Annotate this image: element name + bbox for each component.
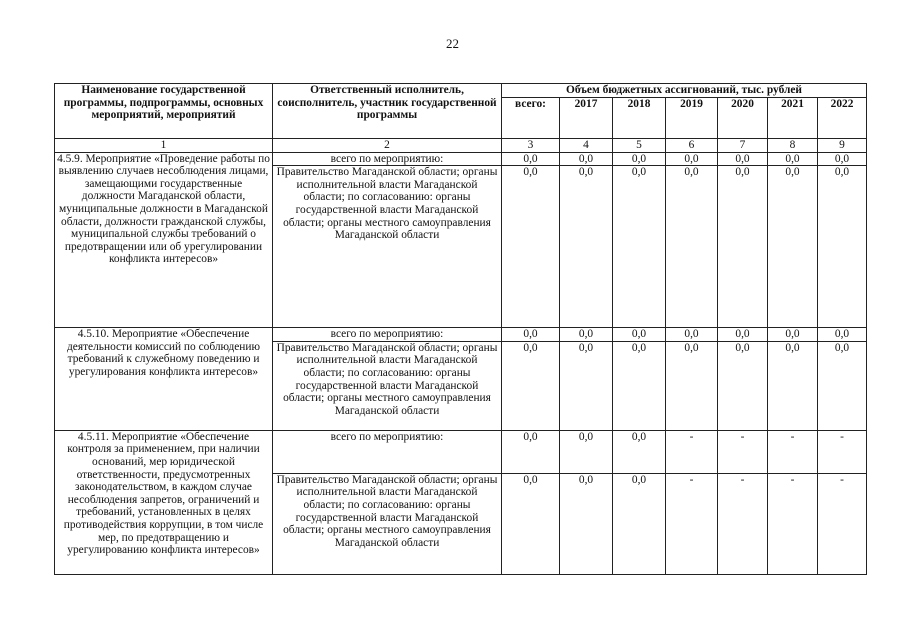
- value-cell: 0,0: [613, 341, 666, 430]
- header-year: 2020: [718, 97, 768, 138]
- executor-cell: Правительство Магаданской области; органы исполнительной власти Магаданской области; по согласованию: органы государственной власти Магаданской области; органы местного самоуправления Магаданской области: [273, 473, 502, 574]
- header-year: 2021: [768, 97, 818, 138]
- value-cell: -: [768, 473, 818, 574]
- value-cell: 0,0: [666, 328, 718, 342]
- header-budget: Объем бюджетных ассигнований, тыс. рублей: [502, 84, 867, 98]
- value-cell: 0,0: [666, 341, 718, 430]
- value-cell: 0,0: [768, 341, 818, 430]
- header-year: 2018: [613, 97, 666, 138]
- column-number: 4: [560, 139, 613, 153]
- value-cell: 0,0: [560, 341, 613, 430]
- value-cell: 0,0: [560, 430, 613, 473]
- value-cell: 0,0: [613, 430, 666, 473]
- value-cell: 0,0: [666, 152, 718, 166]
- header-year: 2019: [666, 97, 718, 138]
- value-cell: -: [818, 430, 867, 473]
- value-cell: 0,0: [718, 166, 768, 328]
- column-number: 3: [502, 139, 560, 153]
- value-cell: 0,0: [502, 430, 560, 473]
- table-row: [55, 430, 867, 473]
- value-cell: 0,0: [502, 328, 560, 342]
- column-number: 7: [718, 139, 768, 153]
- value-cell: 0,0: [768, 166, 818, 328]
- value-cell: -: [666, 473, 718, 574]
- header-year: 2022: [818, 97, 867, 138]
- value-cell: 0,0: [613, 473, 666, 574]
- column-number-row: [55, 139, 867, 153]
- value-cell: 0,0: [818, 341, 867, 430]
- executor-cell: всего по мероприятию:: [273, 430, 502, 473]
- value-cell: 0,0: [613, 152, 666, 166]
- value-cell: 0,0: [502, 166, 560, 328]
- column-number: 5: [613, 139, 666, 153]
- column-number: 1: [55, 139, 273, 153]
- event-name: 4.5.10. Мероприятие «Обеспечение деятельности комиссий по соблюдению требований к служебному поведению и урегулирования конфликта интересов»: [55, 328, 273, 431]
- column-number: 8: [768, 139, 818, 153]
- value-cell: 0,0: [613, 328, 666, 342]
- event-name: 4.5.11. Мероприятие «Обеспечение контроля за применением, при наличии оснований, мер юридической ответственности, предусмотренных законодательством, в каждом случае несоблюдения запретов, ограничений и требований, установленных в целях противодействия коррупции, в том числе мер, по предотвращению и урегулированию конфликта интересов»: [55, 430, 273, 574]
- value-cell: 0,0: [560, 152, 613, 166]
- column-number: 9: [818, 139, 867, 153]
- page-number: 22: [446, 36, 459, 51]
- executor-cell: Правительство Магаданской области; органы исполнительной власти Магаданской области; по согласованию: органы государственной власти Магаданской области; органы местного самоуправления Магаданской области: [273, 341, 502, 430]
- column-number: 6: [666, 139, 718, 153]
- value-cell: 0,0: [818, 166, 867, 328]
- value-cell: 0,0: [718, 152, 768, 166]
- value-cell: 0,0: [818, 328, 867, 342]
- header-total: всего:: [502, 97, 560, 138]
- value-cell: 0,0: [560, 166, 613, 328]
- executor-cell: всего по мероприятию:: [273, 328, 502, 342]
- executor-cell: всего по мероприятию:: [273, 152, 502, 166]
- value-cell: -: [666, 430, 718, 473]
- value-cell: -: [768, 430, 818, 473]
- value-cell: 0,0: [768, 328, 818, 342]
- executor-cell: Правительство Магаданской области; органы исполнительной власти Магаданской области; по согласованию: органы государственной власти Магаданской области; органы местного самоуправления Магаданской области: [273, 166, 502, 328]
- header-name: Наименование государственной программы, подпрограммы, основных мероприятий, мероприятий: [55, 84, 273, 139]
- value-cell: 0,0: [502, 341, 560, 430]
- header-row-1: [55, 84, 867, 98]
- event-name: 4.5.9. Мероприятие «Проведение работы по выявлению случаев несоблюдения лицами, замещающими государственные должности Магаданской области, муниципальные должности в Магаданской области, должности гражданской службы, муниципальной службы требований о предотвращении или об урегулировании конфликта интересов»: [55, 152, 273, 328]
- value-cell: 0,0: [768, 152, 818, 166]
- header-year: 2017: [560, 97, 613, 138]
- value-cell: 0,0: [502, 473, 560, 574]
- header-executor: Ответственный исполнитель, соисполнитель, участник государственной программы: [273, 84, 502, 139]
- value-cell: 0,0: [718, 328, 768, 342]
- value-cell: 0,0: [560, 473, 613, 574]
- value-cell: 0,0: [718, 341, 768, 430]
- value-cell: 0,0: [613, 166, 666, 328]
- value-cell: -: [718, 430, 768, 473]
- table-row: [55, 152, 867, 166]
- value-cell: 0,0: [666, 166, 718, 328]
- column-number: 2: [273, 139, 502, 153]
- table-row: [55, 328, 867, 342]
- value-cell: 0,0: [818, 152, 867, 166]
- value-cell: -: [718, 473, 768, 574]
- value-cell: 0,0: [560, 328, 613, 342]
- value-cell: -: [818, 473, 867, 574]
- budget-table: [54, 83, 867, 575]
- value-cell: 0,0: [502, 152, 560, 166]
